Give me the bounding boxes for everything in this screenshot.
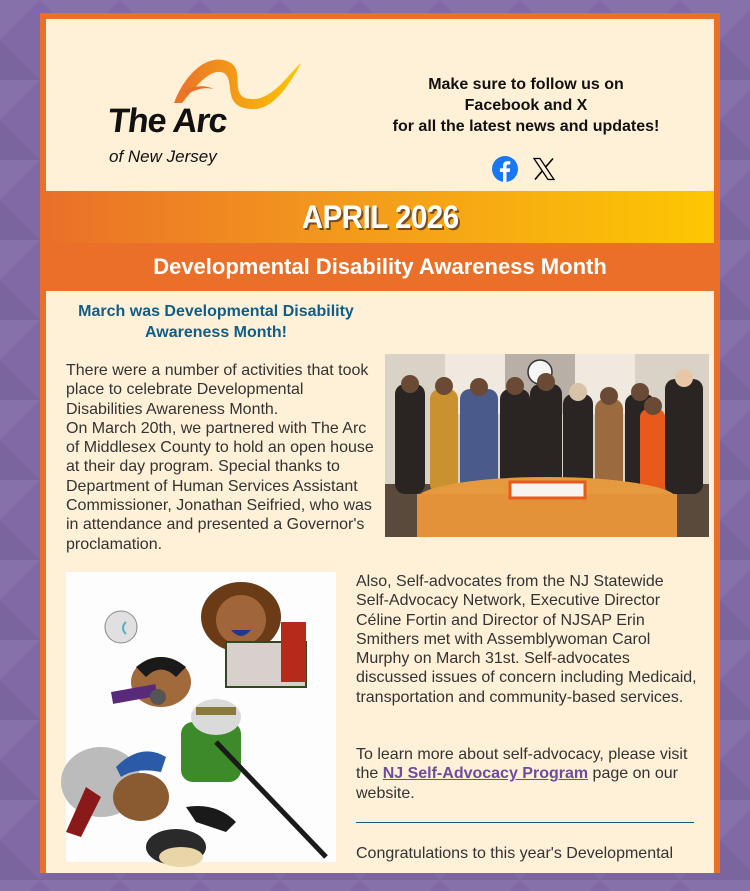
paragraph-open-house: On March 20th, we partnered with The Arc of Middlesex County to hold an open house at their day program. Special thanks to Department of Human Services Assistant Commissioner, Jonathan Seifried, who was in attendance and presented a Governor's proclamation.: [66, 419, 374, 553]
paragraph-congratulations: Congratulations to this year's Developmental: [356, 845, 673, 862]
article-heading: March was Developmental Disability Awareness Month!: [78, 303, 354, 341]
issue-date-title: APRIL 2026: [301, 198, 459, 235]
paragraph-learn-more: [356, 745, 701, 803]
section-divider: [356, 822, 694, 823]
logo-title: The Arc: [106, 102, 228, 140]
header: [46, 19, 714, 191]
paragraph-assembly-meeting: Also, Self-advocates from the NJ Statewide Self-Advocacy Network, Executive Director Céline Fortin and Director of NJSAP Erin Smithers met with Assemblywoman Carol Murphy on March 31st. Self-advocates discussed issues of concern including Medicaid, transportation and community-based services.: [356, 573, 697, 706]
month-banner: [46, 191, 714, 243]
self-advocates-illustration: [66, 572, 336, 862]
follow-line-2: Facebook and X: [464, 97, 588, 114]
follow-line-3: for all the latest news and updates!: [392, 118, 660, 135]
learn-more-text: To learn more about self-advocacy, please visit the: [356, 746, 688, 783]
facebook-icon[interactable]: [492, 156, 518, 182]
article: [46, 291, 714, 891]
social-links: [492, 156, 556, 182]
nj-self-advocacy-program-link[interactable]: NJ Self-Advocacy Program: [382, 765, 589, 783]
theme-banner: [46, 243, 714, 291]
logo-subtitle: of New Jersey: [109, 147, 217, 166]
learn-more-text-end: page on our website.: [356, 765, 678, 802]
follow-line-1: Make sure to follow us on: [428, 76, 624, 93]
follow-us-text: [376, 74, 676, 137]
x-icon[interactable]: [532, 157, 556, 181]
newsletter-frame: [40, 13, 720, 873]
theme-title: Developmental Disability Awareness Month: [153, 254, 607, 279]
paragraph-activities-intro: There were a number of activities that took place to celebrate Developmental Disabilities Awareness Month.: [66, 362, 369, 418]
group-photo: [385, 354, 709, 537]
newsletter-body: [46, 19, 714, 873]
paragraph-activities: [66, 361, 376, 554]
